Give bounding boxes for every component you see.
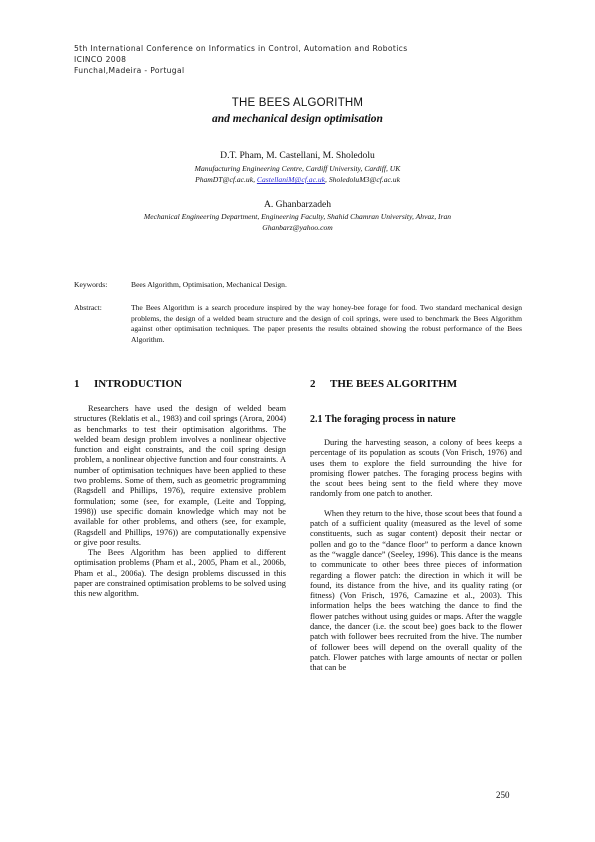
paragraph: When they return to the hive, those scout bees that found a patch of a sufficient quality (measured as the level of some constituents, such as sugar content) deposit their nectar or pollen and go to the “dance floor” to perform a dance known as the “waggle dance” (Seeley, 1996). This dance is the means to communicate to other bees three pieces of information regarding a flower patch: the direction in which it will be found, its distance from the hive, and its quality rating (or fitness) (Von Frisch, 1976, Camazine et al., 2003). This information helps the bees watching the dance to find the flower patches without using guides or maps. After the waggle dance, the dancer (i.e. the scout bee) goes back to the flower patch with follower bees recruited from the hive. The number of follower bees will depend on the overall quality of the patch. Flower patches with large amounts of nectar or pollen that can be bbox=[310, 508, 522, 673]
conference-location: Funchal,Madeira - Portugal bbox=[74, 66, 185, 75]
section-number: 1 bbox=[74, 378, 80, 390]
affiliation-cardiff: Manufacturing Engineering Centre, Cardiff University, Cardiff, UK bbox=[194, 164, 401, 173]
paragraph: During the harvesting season, a colony of bees keeps a percentage of its population as scouts (Von Frisch, 1976) and uses them to explore the field surrounding the hive for promising flower patches. The foraging process begins with the scout bees being sent to the field where they move randomly from one patch to another. bbox=[310, 438, 522, 499]
bees-algorithm-column bbox=[310, 438, 522, 674]
section-heading-introduction bbox=[74, 378, 182, 390]
email-text-pre: PhamDT@cf.ac.uk, bbox=[195, 175, 257, 184]
abstract-label: Abstract: bbox=[74, 303, 102, 312]
author-emails bbox=[0, 174, 595, 185]
paragraph: Researchers have used the design of welded beam structures (Reklatis et al., 1983) and coil springs (Arora, 2004) as benchmarks to test their optimisation algorithms. The welded beam design problem involves a nonlinear objective function and eight constraints, and the coil spring design problem, a nonlinear objective function and four constraints. A number of optimisation techniques have been applied to these two problems. Some of them, such as geometric programming (Ragsdell and Phillips, 1976), require extensive problem formulation; some (see, for example, (Leite and Topping, 1998)) use specific domain knowledge which may not be available for other problems, and others (see, for example, (Ragsdell and Phillips, 1976)) are computationally expensive or give poor results. bbox=[74, 404, 286, 547]
keywords-label: Keywords: bbox=[74, 280, 108, 289]
section-title: THE BEES ALGORITHM bbox=[330, 378, 458, 390]
paper-subtitle: and mechanical design optimisation bbox=[212, 113, 383, 125]
paragraph: The Bees Algorithm has been applied to different optimisation problems (Pham et al., 2005, Pham et al., 2006b, Pham et al., 2006a). The design problems discussed in this paper are constrained optimisation problems to be solved using this new algorithm. bbox=[74, 548, 286, 599]
keywords-row bbox=[74, 280, 522, 291]
subsection-heading: 2.1 The foraging process in nature bbox=[310, 414, 456, 425]
conference-name: 5th International Conference on Informatics in Control, Automation and Robotics bbox=[74, 44, 408, 53]
second-author: A. Ghanbarzadeh bbox=[263, 199, 332, 210]
abstract-text: The Bees Algorithm is a search procedure inspired by the way honey-bee forage for food. Two standard mechanical design problems, the design of a welded beam structure and the design of coil springs, were used to benchmark the Bees Algorithm against other optimisation techniques. The paper presents the results obtained showing the robust performance of the Bees Algorithm. bbox=[131, 303, 522, 344]
conference-header bbox=[74, 43, 408, 76]
keywords-text: Bees Algorithm, Optimisation, Mechanical Design. bbox=[131, 280, 287, 289]
page-number: 250 bbox=[496, 790, 510, 800]
conference-acronym: ICINCO 2008 bbox=[74, 55, 127, 64]
affiliation-shahid-chamran: Mechanical Engineering Department, Engineering Faculty, Shahid Chamran University, Ahvaz, Iran bbox=[143, 212, 452, 221]
second-author-email: Ghanbarz@yahoo.com bbox=[262, 223, 333, 232]
author-list: D.T. Pham, M. Castellani, M. Sholedolu bbox=[220, 150, 375, 161]
paper-title: THE BEES ALGORITHM bbox=[231, 97, 364, 109]
section-number: 2 bbox=[310, 378, 316, 390]
section-heading-bees-algorithm bbox=[310, 378, 457, 390]
email-text-post: , SholedoluM3@cf.ac.uk bbox=[325, 175, 400, 184]
email-link[interactable]: CastellaniM@cf.ac.uk bbox=[256, 175, 326, 184]
abstract-row bbox=[74, 303, 522, 347]
section-title: INTRODUCTION bbox=[94, 378, 183, 390]
introduction-column bbox=[74, 404, 286, 600]
